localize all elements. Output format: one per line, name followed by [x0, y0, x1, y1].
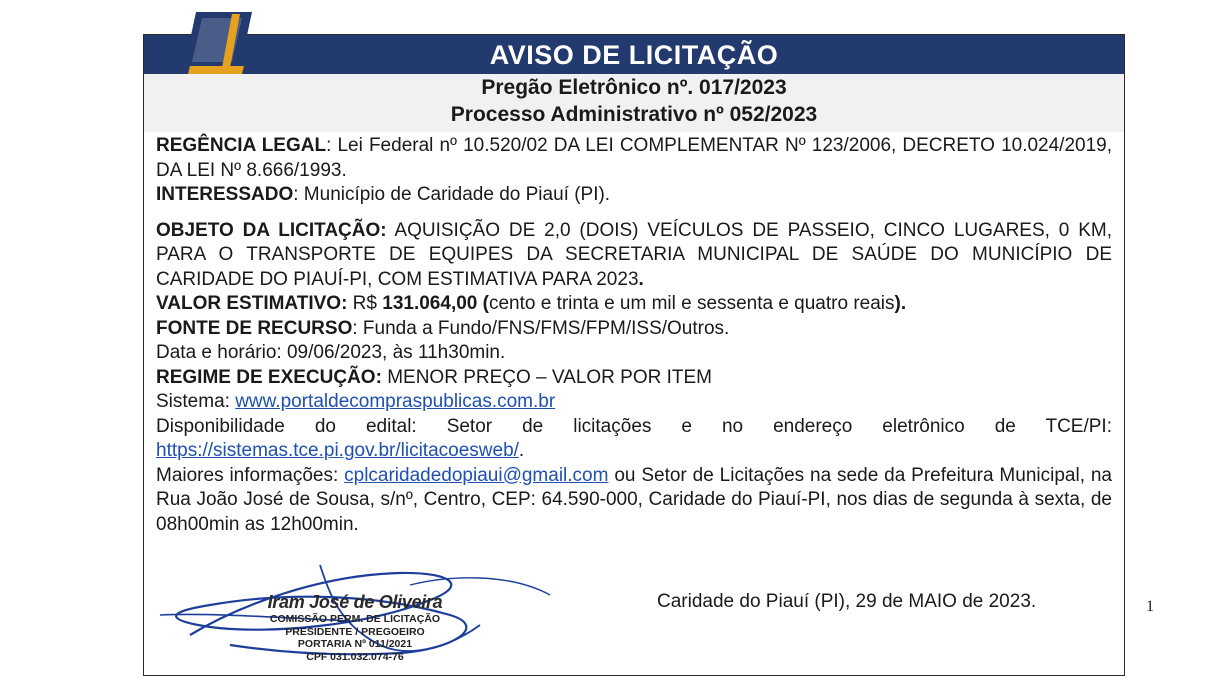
- objeto-end: .: [638, 268, 644, 290]
- interessado-label: INTERESSADO: [156, 184, 294, 205]
- objeto-paragraph: [156, 219, 1112, 293]
- regencia-paragraph: [156, 134, 1112, 183]
- sistema-paragraph: [156, 390, 1112, 415]
- sistema-link[interactable]: www.portaldecompraspublicas.com.br: [235, 391, 556, 412]
- regencia-text: : Lei Federal nº 10.520/02 DA LEI COMPLEMENTAR Nº 123/2006, DECRETO 10.024/2019, DA LEI Nº 8.666/1993.: [156, 135, 1113, 181]
- edital-link[interactable]: https://sistemas.tce.pi.gov.br/licitacoesweb/: [156, 440, 519, 461]
- pregao-number: Pregão Eletrônico nº. 017/2023: [481, 76, 787, 99]
- sistema-label: Sistema:: [156, 391, 236, 412]
- data-paragraph: Data e horário: 09/06/2023, às 11h30min.: [156, 342, 506, 363]
- place-date: Caridade do Piauí (PI), 29 de MAIO de 2023.: [657, 591, 1037, 612]
- fonte-paragraph: [156, 317, 1112, 342]
- page-number: 1: [1146, 598, 1154, 615]
- notice-subheading: [144, 74, 1124, 132]
- info-label: Maiores informações:: [156, 464, 345, 486]
- regime-label: REGIME DE EXECUÇÃO:: [156, 366, 382, 388]
- regime-text: MENOR PREÇO – VALOR POR ITEM: [381, 366, 713, 388]
- signer-role-commission: COMISSÃO PERM. DE LICITAÇÃO: [269, 613, 441, 625]
- valor-paragraph: [156, 292, 1112, 317]
- fonte-label: FONTE DE RECURSO: [156, 317, 353, 339]
- valor-words: cento e trinta e um mil e sessenta e quatro reais: [488, 293, 895, 314]
- info-paragraph: [156, 464, 1112, 538]
- signer-cpf: CPF 031.032.074-76: [306, 650, 404, 663]
- signature-block: [225, 592, 485, 663]
- info-text: ou Setor de Licitações na sede da Prefeitura Municipal, na Rua João José de Sousa, s/nº, Centro, CEP: 64.590-000, Caridade do Piauí-PI, nos dias de segunda à sexta, de 08h00min as 12h00min.: [156, 464, 1112, 535]
- interessado-paragraph: [156, 183, 1112, 208]
- signer-portaria: PORTARIA Nº 011/2021: [297, 638, 413, 650]
- edital-paragraph: [156, 415, 1112, 464]
- signer-name: Iram José de Oliveira: [267, 592, 443, 612]
- objeto-text: AQUISIÇÃO DE 2,0 (DOIS) VEÍCULOS DE PASSEIO, CINCO LUGARES, 0 KM, PARA O TRANSPORTE DE EQUIPES DA SECRETARIA MUNICIPAL DE SAÚDE DO MUNICÍPIO DE CARIDADE DO PIAUÍ-PI, COM ESTIMATIVA PARA 2023: [156, 219, 1112, 290]
- info-email-link[interactable]: cplcaridadedopiaui@gmail.com: [344, 464, 609, 486]
- objeto-label: OBJETO DA LICITAÇÃO:: [156, 219, 387, 241]
- processo-number: Processo Administrativo nº 052/2023: [450, 103, 818, 126]
- logo-icon: [180, 10, 252, 76]
- notice-title: AVISO DE LICITAÇÃO: [144, 35, 1124, 74]
- regencia-label: REGÊNCIA LEGAL: [156, 135, 327, 156]
- regime-paragraph: [156, 366, 1112, 391]
- valor-end: ).: [894, 293, 907, 314]
- edital-end: .: [518, 440, 525, 461]
- valor-currency: R$: [347, 293, 383, 314]
- signer-role-title: PRESIDENTE / PREGOEIRO: [285, 625, 425, 638]
- notice-frame: [143, 34, 1125, 676]
- notice-body: [156, 134, 1112, 537]
- valor-label: VALOR ESTIMATIVO:: [156, 293, 348, 314]
- fonte-text: : Funda a Fundo/FNS/FMS/FPM/ISS/Outros.: [352, 317, 730, 339]
- edital-text: Disponibilidade do edital: Setor de licitações e no endereço eletrônico de TCE/PI:: [156, 415, 1112, 437]
- interessado-text: : Município de Caridade do Piauí (PI).: [293, 184, 611, 205]
- valor-amount: 131.064,00 (: [382, 293, 489, 314]
